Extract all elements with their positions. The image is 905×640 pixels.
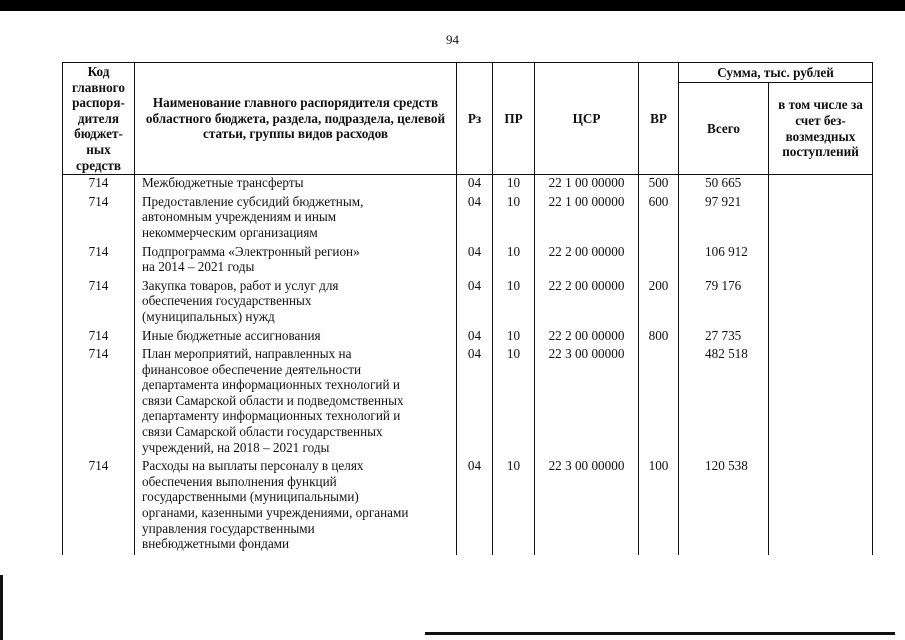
header-rz: Рз [457, 63, 493, 175]
scan-top-border [0, 0, 905, 11]
cell-free [769, 175, 873, 194]
cell-rz: 04 [457, 278, 493, 328]
cell-pr: 10 [493, 175, 535, 194]
cell-name-line: департаменту информационных технологий и [142, 408, 401, 424]
cell-name-line: Закупка товаров, работ и услуг для [142, 277, 339, 293]
cell-name [135, 328, 457, 347]
cell-vr: 800 [639, 328, 679, 347]
cell-rz: 04 [457, 194, 493, 244]
cell-pr: 10 [493, 346, 535, 458]
cell-pr: 10 [493, 328, 535, 347]
cell-vr [639, 244, 679, 278]
cell-name [135, 244, 457, 278]
cell-rz: 04 [457, 244, 493, 278]
cell-name-line: Иные бюджетные ассигнования [142, 327, 321, 343]
header-total: Всего [679, 83, 769, 175]
table-row [63, 244, 873, 278]
header-code-line: главного [72, 79, 125, 95]
scan-bottom-line [425, 632, 895, 635]
header-csr: ЦСР [535, 63, 639, 175]
cell-rz: 04 [457, 328, 493, 347]
cell-total: 106 912 [679, 244, 769, 278]
header-code-line: дителя [77, 110, 120, 126]
cell-name-line: органами, казенными учреждениями, органами [142, 505, 409, 521]
cell-free [769, 244, 873, 278]
cell-name [135, 346, 457, 458]
header-vr: ВР [639, 63, 679, 175]
table-row [63, 346, 873, 458]
cell-total: 50 665 [679, 175, 769, 194]
cell-rz: 04 [457, 175, 493, 194]
cell-code: 714 [63, 194, 135, 244]
table-body [63, 175, 873, 555]
cell-name-line: некоммерческим организациям [142, 224, 318, 240]
cell-free [769, 458, 873, 555]
cell-csr: 22 3 00 00000 [535, 346, 639, 458]
cell-name-line: внебюджетными фондами [142, 536, 290, 552]
cell-name-line: Межбюджетные трансферты [142, 175, 304, 191]
cell-free [769, 328, 873, 347]
cell-rz: 04 [457, 458, 493, 555]
cell-free [769, 278, 873, 328]
header-code-line: средств [76, 157, 121, 173]
table-row [63, 194, 873, 244]
header-free: в том числе за счет без- возмездных поступлений [769, 83, 873, 175]
cell-name-line: обеспечения государственных [142, 293, 312, 309]
cell-csr: 22 3 00 00000 [535, 458, 639, 555]
cell-code: 714 [63, 175, 135, 194]
cell-free [769, 194, 873, 244]
cell-code: 714 [63, 244, 135, 278]
cell-csr: 22 1 00 00000 [535, 194, 639, 244]
table-row [63, 278, 873, 328]
cell-total: 27 735 [679, 328, 769, 347]
cell-total: 79 176 [679, 278, 769, 328]
cell-name-line: связи Самарской области государственных [142, 424, 383, 440]
cell-free [769, 346, 873, 458]
cell-code: 714 [63, 278, 135, 328]
cell-name-line: департамента информационных технологий и [142, 377, 400, 393]
cell-pr: 10 [493, 194, 535, 244]
header-code-line: распоря- [72, 95, 125, 111]
header-code-line: Код [87, 64, 110, 79]
cell-name-line: финансовое обеспечение деятельности [142, 361, 362, 377]
cell-vr: 500 [639, 175, 679, 194]
table-row [63, 458, 873, 555]
cell-pr: 10 [493, 244, 535, 278]
cell-name-line: автономным учреждениям и иным [142, 209, 337, 225]
cell-total: 120 538 [679, 458, 769, 555]
table-row [63, 328, 873, 347]
scan-left-edge [0, 575, 3, 640]
cell-name-line: (муниципальных) нужд [142, 308, 275, 324]
header-sum: Сумма, тыс. рублей [679, 63, 873, 83]
cell-name-line: государственными (муниципальными) [142, 489, 359, 505]
cell-vr: 100 [639, 458, 679, 555]
header-pr: ПР [493, 63, 535, 175]
cell-name-line: учреждений, на 2018 – 2021 годы [142, 439, 330, 455]
cell-name-line: связи Самарской области и подведомственных [142, 392, 404, 408]
cell-pr: 10 [493, 458, 535, 555]
cell-csr: 22 1 00 00000 [535, 175, 639, 194]
cell-name-line: на 2014 – 2021 годы [142, 259, 255, 275]
header-name: Наименование главного распорядителя средств областного бюджета, раздела, подраздела, целевой статьи, группы видов расходов [135, 63, 457, 175]
header-code-line: бюджет- [74, 126, 123, 142]
cell-rz: 04 [457, 346, 493, 458]
cell-name [135, 194, 457, 244]
cell-name-line: Расходы на выплаты персоналу в целях [142, 458, 364, 474]
cell-name [135, 278, 457, 328]
cell-name [135, 175, 457, 194]
header-code-line: ных [86, 141, 111, 157]
cell-name-line: управления государственными [142, 520, 315, 536]
cell-vr [639, 346, 679, 458]
cell-total: 482 518 [679, 346, 769, 458]
page-number: 94 [446, 32, 459, 47]
cell-name-line: Подпрограмма «Электронный регион» [142, 243, 360, 259]
budget-table [62, 62, 873, 555]
cell-code: 714 [63, 346, 135, 458]
table-row [63, 175, 873, 194]
cell-name-line: План мероприятий, направленных на [142, 346, 352, 362]
cell-csr: 22 2 00 00000 [535, 244, 639, 278]
cell-total: 97 921 [679, 194, 769, 244]
cell-code: 714 [63, 458, 135, 555]
cell-csr: 22 2 00 00000 [535, 328, 639, 347]
cell-vr: 200 [639, 278, 679, 328]
cell-name [135, 458, 457, 555]
cell-name-line: обеспечения выполнения функций [142, 473, 337, 489]
cell-csr: 22 2 00 00000 [535, 278, 639, 328]
cell-code: 714 [63, 328, 135, 347]
cell-pr: 10 [493, 278, 535, 328]
header-code [63, 63, 135, 175]
cell-name-line: Предоставление субсидий бюджетным, [142, 193, 364, 209]
cell-vr: 600 [639, 194, 679, 244]
